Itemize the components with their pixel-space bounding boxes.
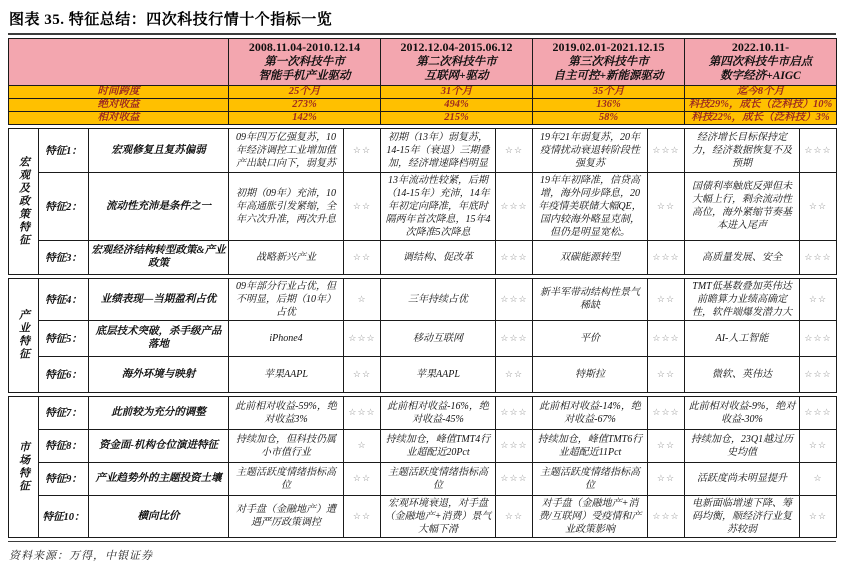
metric-value: 31个月 bbox=[381, 85, 533, 98]
star-rating: ☆☆ bbox=[800, 172, 837, 240]
cell-value: 宏观环境衰退，对手盘（金融地产+消费）景气大幅下滑 bbox=[381, 495, 496, 537]
metric-label: 绝对收益 bbox=[9, 98, 229, 111]
period-dates: 2022.10.11- bbox=[731, 40, 790, 54]
cell-value: 对手盘（金融地产+消费/互联网）受疫情和产业政策影响 bbox=[533, 495, 648, 537]
metric-value: 58% bbox=[533, 111, 685, 124]
period-header-1 bbox=[229, 39, 381, 86]
cell-value: 电新面临增速下降、筹码均衡，顺经济行业复苏较弱 bbox=[685, 495, 800, 537]
feature-name: 业绩表现—当期盈利占优 bbox=[89, 278, 229, 320]
cell-value: 持续加仓，峰值TMT6行业超配近11Pct bbox=[533, 429, 648, 462]
star-rating: ☆☆☆ bbox=[496, 396, 533, 429]
feature-name: 此前较为充分的调整 bbox=[89, 396, 229, 429]
cell-value: iPhone4 bbox=[229, 320, 344, 356]
star-rating: ☆☆ bbox=[800, 429, 837, 462]
metric-value: 科技29%，成长（泛科技）10% bbox=[685, 98, 837, 111]
star-rating: ☆☆☆ bbox=[344, 396, 381, 429]
feature-name: 底层技术突破，杀手级产品落地 bbox=[89, 320, 229, 356]
period-driver: 自主可控+新能源驱动 bbox=[553, 70, 664, 83]
period-header-2 bbox=[381, 39, 533, 86]
period-header-row bbox=[9, 39, 837, 86]
star-rating: ☆☆☆ bbox=[496, 172, 533, 240]
metric-value: 142% bbox=[229, 111, 381, 124]
cell-value: 平价 bbox=[533, 320, 648, 356]
star-rating: ☆☆☆ bbox=[496, 462, 533, 495]
feature-number: 特征5： bbox=[39, 320, 89, 356]
period-driver: 智能手机产业驱动 bbox=[258, 70, 351, 83]
metric-value: 136% bbox=[533, 98, 685, 111]
cell-value: 主题活跃度情绪指标高位 bbox=[229, 462, 344, 495]
cell-value: TMT低基数叠加英伟达前瞻算力业绩高确定性，软件端爆发潜力大 bbox=[685, 278, 800, 320]
star-rating: ☆☆ bbox=[496, 128, 533, 172]
star-rating: ☆☆ bbox=[344, 128, 381, 172]
table-row bbox=[9, 320, 837, 356]
table-row bbox=[9, 172, 837, 240]
metric-value: 迄今8个月 bbox=[685, 85, 837, 98]
cell-value: 此前相对收益-9%，绝对收益-30% bbox=[685, 396, 800, 429]
feature-name: 流动性充沛是条件之一 bbox=[89, 172, 229, 240]
feature-group-macro-policy bbox=[8, 128, 837, 275]
period-dates: 2012.12.04-2015.06.12 bbox=[400, 40, 513, 54]
star-rating: ☆☆ bbox=[496, 495, 533, 537]
period-name: 第三次科技牛市 bbox=[568, 56, 649, 68]
star-rating: ☆☆ bbox=[648, 172, 685, 240]
table-row bbox=[9, 240, 837, 274]
period-name: 第四次科技牛市启点 bbox=[708, 56, 813, 68]
feature-name: 宏观经济结构转型政策&产业政策 bbox=[89, 240, 229, 274]
cell-value: 经济增长目标保持定力，经济数据恢复不及预期 bbox=[685, 128, 800, 172]
metric-row-relative-return bbox=[9, 111, 837, 124]
cell-value: 对手盘（金融地产）遭遇严厉政策调控 bbox=[229, 495, 344, 537]
table-row bbox=[9, 278, 837, 320]
cell-value: 此前相对收益-14%，绝对收益-67% bbox=[533, 396, 648, 429]
source-note: 资料来源：万得，中银证券 bbox=[9, 549, 153, 562]
feature-number: 特征1： bbox=[39, 128, 89, 172]
feature-number: 特征3： bbox=[39, 240, 89, 274]
star-rating: ☆☆ bbox=[800, 278, 837, 320]
star-rating: ☆☆☆ bbox=[800, 128, 837, 172]
feature-name: 横向比价 bbox=[89, 495, 229, 537]
table-row bbox=[9, 462, 837, 495]
star-rating: ☆☆☆ bbox=[648, 320, 685, 356]
metric-value: 科技22%，成长（泛科技）3% bbox=[685, 111, 837, 124]
star-rating: ☆☆☆ bbox=[496, 278, 533, 320]
metric-value: 494% bbox=[381, 98, 533, 111]
star-rating: ☆☆ bbox=[344, 495, 381, 537]
header-blank-cell bbox=[9, 39, 229, 86]
star-rating: ☆☆ bbox=[344, 240, 381, 274]
feature-number: 特征4： bbox=[39, 278, 89, 320]
cell-value: 13年流动性较紧，后期（14-15年）充沛，14年年初定向降准，年底时隔两年首次降息，15年4次降准5次降息 bbox=[381, 172, 496, 240]
cell-value: 此前相对收益-16%，绝对收益-45% bbox=[381, 396, 496, 429]
star-rating: ☆☆ bbox=[344, 462, 381, 495]
cell-value: 新半军带动结构性景气稀缺 bbox=[533, 278, 648, 320]
feature-number: 特征6： bbox=[39, 356, 89, 392]
table-row bbox=[9, 396, 837, 429]
cell-value: 调结构、促改革 bbox=[381, 240, 496, 274]
star-rating: ☆☆ bbox=[648, 429, 685, 462]
cell-value: 高质量发展、安全 bbox=[685, 240, 800, 274]
period-header-3 bbox=[533, 39, 685, 86]
metric-value: 215% bbox=[381, 111, 533, 124]
star-rating: ☆☆☆ bbox=[800, 320, 837, 356]
cell-value: 微软、英伟达 bbox=[685, 356, 800, 392]
table-row bbox=[9, 128, 837, 172]
cell-value: 此前相对收益-59%，绝对收益3% bbox=[229, 396, 344, 429]
metric-row-timespan bbox=[9, 85, 837, 98]
cell-value: 初期（13年）弱复苏，14-15年（衰退）三期叠加，经济增速降档明显 bbox=[381, 128, 496, 172]
cell-value: 主题活跃度情绪指标高位 bbox=[381, 462, 496, 495]
group-label: 宏观及政策特征 bbox=[9, 128, 39, 274]
star-rating: ☆☆ bbox=[648, 462, 685, 495]
period-dates: 2008.11.04-2010.12.14 bbox=[248, 40, 361, 54]
cell-value: 国债利率触底反弹但未大幅上行，剩余流动性高位，海外紧缩节奏基本进入尾声 bbox=[685, 172, 800, 240]
star-rating: ☆☆☆ bbox=[496, 429, 533, 462]
metric-label: 时间跨度 bbox=[9, 85, 229, 98]
period-header-4 bbox=[685, 39, 837, 86]
metric-value: 273% bbox=[229, 98, 381, 111]
cell-value: 特斯拉 bbox=[533, 356, 648, 392]
summary-header-table bbox=[8, 38, 837, 125]
metric-row-absolute-return bbox=[9, 98, 837, 111]
star-rating: ☆☆ bbox=[648, 356, 685, 392]
table-row bbox=[9, 495, 837, 537]
star-rating: ☆☆☆ bbox=[800, 396, 837, 429]
star-rating: ☆☆☆ bbox=[496, 320, 533, 356]
star-rating: ☆☆ bbox=[344, 356, 381, 392]
table-row bbox=[9, 429, 837, 462]
feature-name: 资金面-机构仓位演进特征 bbox=[89, 429, 229, 462]
cell-value: 持续加仓，峰值TMT4行业超配近20Pct bbox=[381, 429, 496, 462]
cell-value: 苹果AAPL bbox=[381, 356, 496, 392]
star-rating: ☆☆ bbox=[800, 495, 837, 537]
group-label: 市场特征 bbox=[9, 396, 39, 537]
star-rating: ☆☆ bbox=[496, 356, 533, 392]
cell-value: 初期（09年）充沛，10年高通胀引发紧缩，全年六次升准，两次升息 bbox=[229, 172, 344, 240]
feature-number: 特征7： bbox=[39, 396, 89, 429]
star-rating: ☆☆ bbox=[344, 172, 381, 240]
cell-value: 战略新兴产业 bbox=[229, 240, 344, 274]
cell-value: 移动互联网 bbox=[381, 320, 496, 356]
feature-number: 特征9： bbox=[39, 462, 89, 495]
feature-number: 特征2： bbox=[39, 172, 89, 240]
star-rating: ☆ bbox=[344, 278, 381, 320]
cell-value: 19年21年弱复苏，20年疫情扰动衰退转阶段性强复苏 bbox=[533, 128, 648, 172]
cell-value: 持续加仓，23Q1越过历史均值 bbox=[685, 429, 800, 462]
cell-value: 09年部分行业占优，但不明显，后期（10年）占优 bbox=[229, 278, 344, 320]
star-rating: ☆☆☆ bbox=[648, 495, 685, 537]
period-dates: 2019.02.01-2021.12.15 bbox=[552, 40, 665, 54]
metric-value: 25个月 bbox=[229, 85, 381, 98]
metric-label: 相对收益 bbox=[9, 111, 229, 124]
feature-number: 特征10： bbox=[39, 495, 89, 537]
cell-value: 苹果AAPL bbox=[229, 356, 344, 392]
period-driver: 互联网+驱动 bbox=[424, 70, 489, 83]
cell-value: 双碳能源转型 bbox=[533, 240, 648, 274]
cell-value: 三年持续占优 bbox=[381, 278, 496, 320]
feature-number: 特征8： bbox=[39, 429, 89, 462]
cell-value: 19年年初降准，信贷高增，海外同步降息，20年疫情美联储大幅QE，国内较海外略显克制，但仍是明显宽松。 bbox=[533, 172, 648, 240]
feature-name: 海外环境与映射 bbox=[89, 356, 229, 392]
star-rating: ☆ bbox=[344, 429, 381, 462]
cell-value: 活跃度尚未明显提升 bbox=[685, 462, 800, 495]
star-rating: ☆☆☆ bbox=[344, 320, 381, 356]
star-rating: ☆☆☆ bbox=[648, 128, 685, 172]
feature-group-market bbox=[8, 396, 837, 538]
period-name: 第一次科技牛市 bbox=[264, 56, 345, 68]
star-rating: ☆☆ bbox=[648, 278, 685, 320]
star-rating: ☆ bbox=[800, 462, 837, 495]
cell-value: 主题活跃度情绪指标高位 bbox=[533, 462, 648, 495]
star-rating: ☆☆☆ bbox=[648, 396, 685, 429]
cell-value: AI-人工智能 bbox=[685, 320, 800, 356]
feature-group-industry bbox=[8, 278, 837, 393]
metric-value: 35个月 bbox=[533, 85, 685, 98]
star-rating: ☆☆☆ bbox=[800, 356, 837, 392]
title-divider bbox=[8, 33, 836, 35]
feature-name: 宏观修复且复苏偏弱 bbox=[89, 128, 229, 172]
period-name: 第二次科技牛市 bbox=[416, 56, 497, 68]
star-rating: ☆☆☆ bbox=[496, 240, 533, 274]
group-label: 产业特征 bbox=[9, 278, 39, 392]
cell-value: 持续加仓，但科技仍属小市值行业 bbox=[229, 429, 344, 462]
star-rating: ☆☆☆ bbox=[800, 240, 837, 274]
table-row bbox=[9, 356, 837, 392]
figure-title: 图表 35. 特征总结：四次科技行情十个指标一览 bbox=[9, 12, 333, 28]
cell-value: 09年四万亿强复苏，10年经济调控工业增加值产出缺口向下，弱复苏 bbox=[229, 128, 344, 172]
period-driver: 数字经济+AIGC bbox=[720, 70, 801, 83]
feature-name: 产业趋势外的主题投资土壤 bbox=[89, 462, 229, 495]
star-rating: ☆☆☆ bbox=[648, 240, 685, 274]
